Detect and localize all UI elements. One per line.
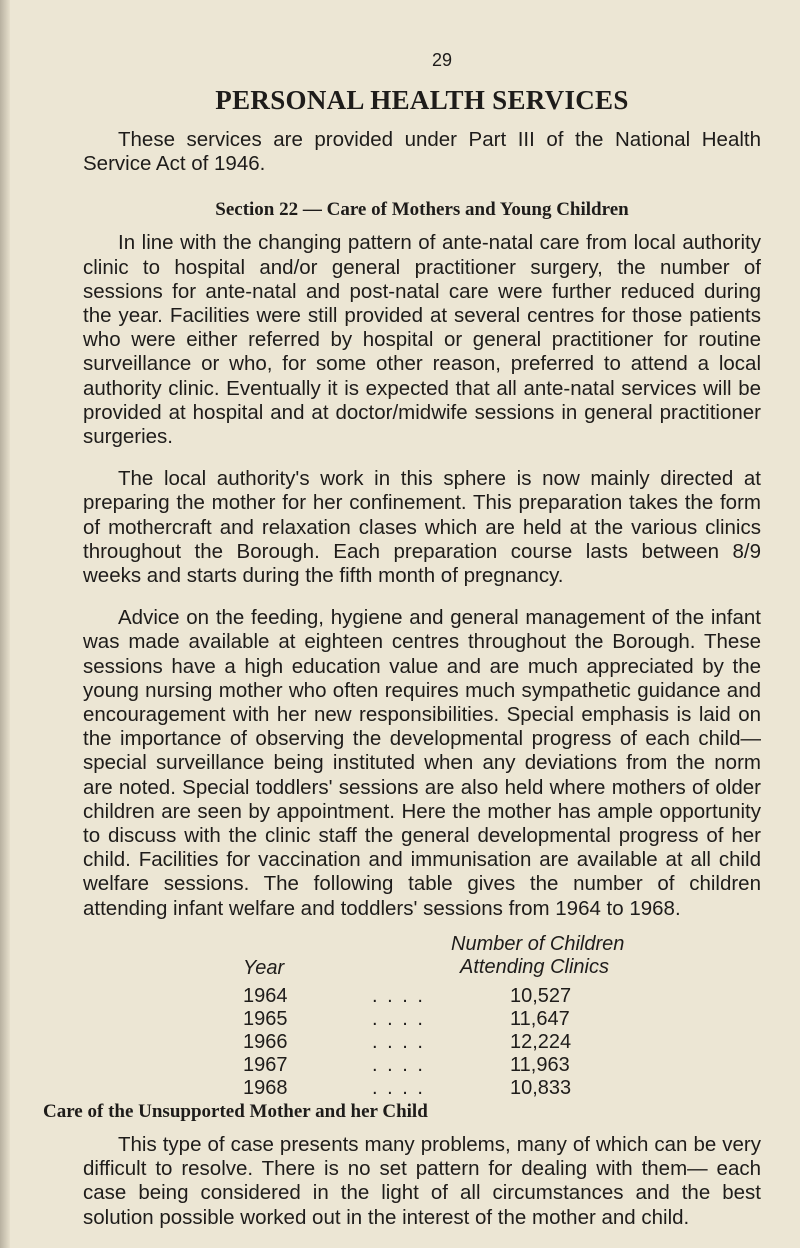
row-leader: . . . . xyxy=(372,984,425,1007)
row-year: 1966 xyxy=(243,1030,288,1053)
table-header-line2: Attending Clinics xyxy=(460,955,609,978)
section-heading: Section 22 — Care of Mothers and Young Children xyxy=(215,199,629,221)
document-body xyxy=(43,40,761,1248)
table-header-year: Year xyxy=(243,956,285,979)
paragraph-unsupported-mother: This type of case presents many problems, many of which can be very difficult to resolve. There is no set pattern for dealing with them— each case being considered in the light of all circumstances and the best solution possible worked out in the interest of the mother and child. xyxy=(83,1132,761,1229)
attendance-table xyxy=(83,932,761,1099)
subsection-heading: Care of the Unsupported Mother and her Child xyxy=(43,1100,428,1122)
paragraph-antenatal: In line with the changing pattern of ante-natal care from local authority clinic to hospital and/or general practitioner surgery, the number of sessions for ante-natal and post-natal care were further reduced during the year. Facilities were still provided at several centres for those patients who were either referred by hospital or general practitioner for routine surveillance or who, for some other reason, preferred to attend a local authority clinic. Eventually it is expected that all ante-natal services will be provided at hospital and at doctor/midwife sessions in general practitioner surgeries. xyxy=(83,231,761,449)
page-number: 29 xyxy=(431,50,453,70)
table-row xyxy=(83,1054,761,1077)
table-row xyxy=(83,1008,761,1031)
row-year: 1967 xyxy=(243,1053,288,1076)
page-title: PERSONAL HEALTH SERVICES xyxy=(215,85,629,115)
row-year: 1965 xyxy=(243,1007,288,1030)
table-header-children xyxy=(451,933,624,979)
row-value: 11,963 xyxy=(510,1053,570,1076)
table-row xyxy=(83,985,761,1008)
row-value: 12,224 xyxy=(510,1030,572,1053)
row-value: 10,833 xyxy=(510,1076,572,1099)
table-row xyxy=(83,1077,761,1100)
row-year: 1968 xyxy=(243,1076,288,1099)
page-binding-edge xyxy=(0,0,10,1248)
row-leader: . . . . xyxy=(372,1007,425,1030)
paragraph-confinement: The local authority's work in this sphere is now mainly directed at preparing the mother for her confinement. This preparation takes the form of mothercraft and relaxation clases which are held at the various clinics throughout the Borough. Each preparation course lasts between 8/9 weeks and starts during the fifth month of pregnancy. xyxy=(83,467,761,588)
table-header-line1: Number of Children xyxy=(451,932,625,955)
row-year: 1964 xyxy=(243,984,288,1007)
table-row xyxy=(83,1031,761,1054)
row-leader: . . . . xyxy=(372,1030,425,1053)
row-leader: . . . . xyxy=(372,1076,425,1099)
intro-paragraph: These services are provided under Part III of the National Health Service Act of 1946. xyxy=(83,128,761,176)
paragraph-infant-advice: Advice on the feeding, hygiene and general management of the infant was made available at eighteen centres throughout the Borough. These sessions have a high education value and are much appreciated by the young nursing mother who often requires much sympathetic guidance and encouragement with her new responsibilities. Special emphasis is laid on the importance of observing the developmental progress of each child— special surveillance being instituted when any deviations from the norm are noted. Special toddlers' sessions are also held where mothers of older children are seen by appointment. Here the mother has ample opportunity to discuss with the clinic staff the general developmental progress of her child. Facilities for vaccination and immunisation are available at all child welfare sessions. The following table gives the number of children attending infant welfare and toddlers' sessions from 1964 to 1968. xyxy=(83,606,761,920)
row-leader: . . . . xyxy=(372,1053,425,1076)
row-value: 10,527 xyxy=(510,984,572,1007)
row-value: 11,647 xyxy=(510,1007,570,1030)
